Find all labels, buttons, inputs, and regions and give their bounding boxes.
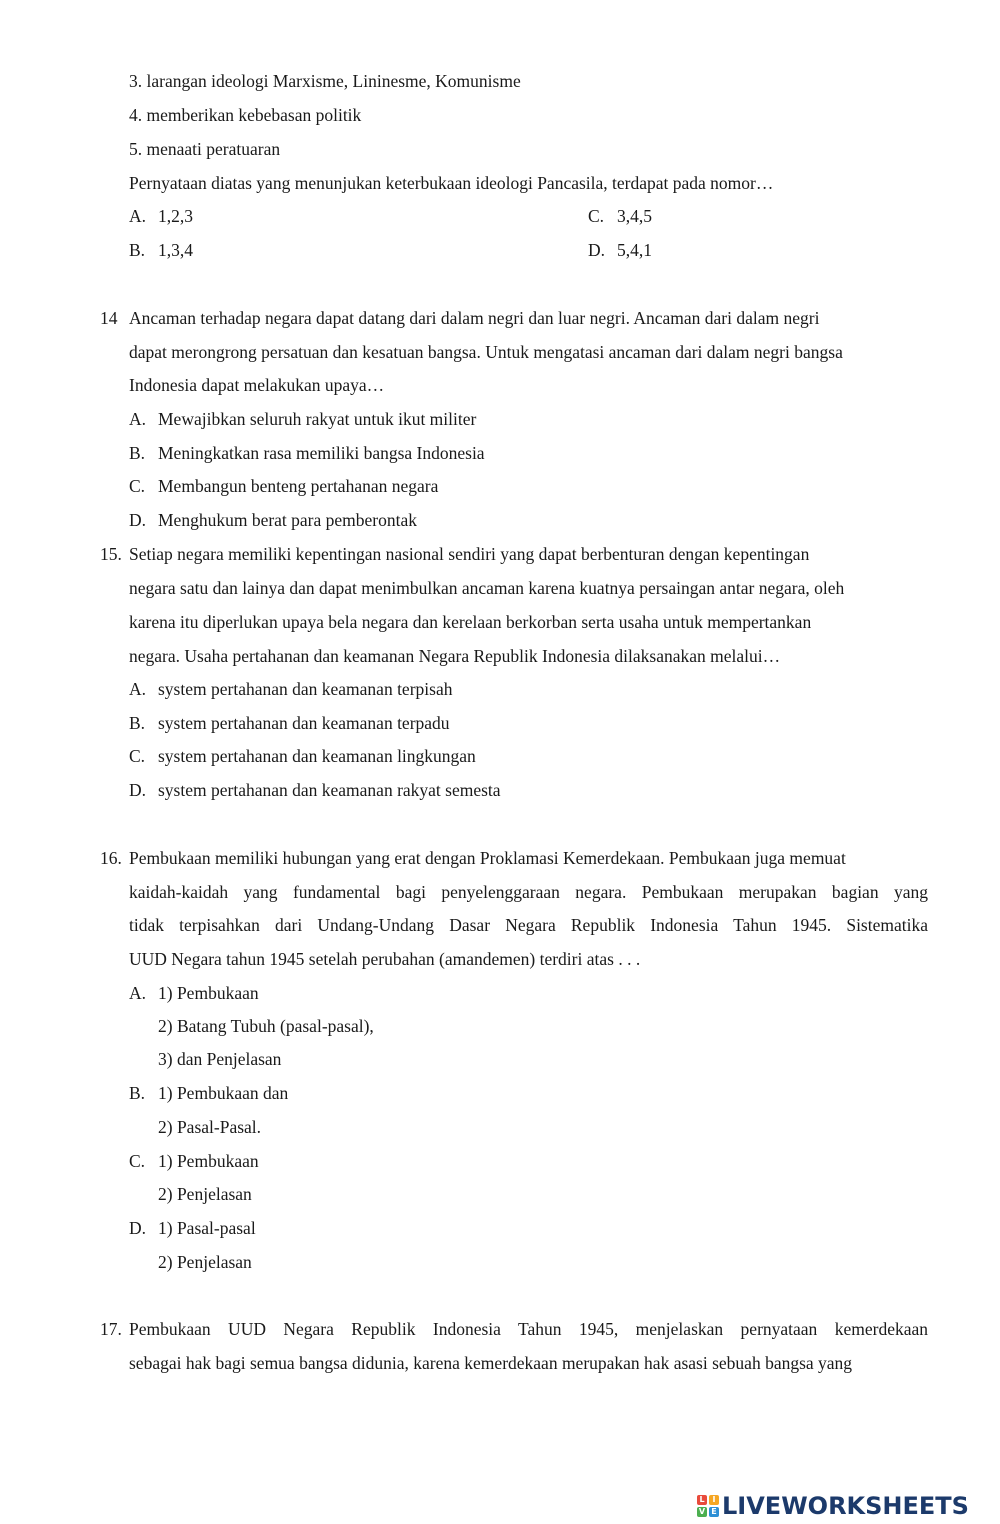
- option-text: 1) Pasal-pasal: [158, 1218, 256, 1238]
- q13-option-d[interactable]: [588, 239, 652, 261]
- q14-text-line-2: dapat merongrong persatuan dan kesatuan bangsa. Untuk mengatasi ancaman dari dalam negri bangsa: [129, 342, 843, 362]
- q16-number: 16.: [100, 848, 122, 868]
- option-text: system pertahanan dan keamanan terpadu: [158, 713, 450, 733]
- option-label: B.: [129, 443, 146, 463]
- logo-mark-letter: I: [709, 1495, 719, 1505]
- q14-option-c[interactable]: [129, 475, 438, 497]
- option-text: 1) Pembukaan: [158, 983, 259, 1003]
- option-text: Menghukum berat para pemberontak: [158, 510, 418, 530]
- q15-text-line-1: Setiap negara memiliki kepentingan nasional sendiri yang dapat berbenturan dengan kepentingan: [129, 544, 810, 564]
- q13-item-4: 4. memberikan kebebasan politik: [129, 105, 362, 125]
- option-label: C.: [129, 746, 146, 766]
- logo-mark-letter: V: [698, 1507, 706, 1516]
- option-label: D.: [588, 240, 606, 260]
- q15-option-b[interactable]: [129, 712, 450, 734]
- q15-text-line-4: negara. Usaha pertahanan dan keamanan Negara Republik Indonesia dilaksanakan melalui…: [129, 646, 781, 666]
- liveworksheets-logo-text: LIVEWORKSHEETS: [722, 1492, 969, 1520]
- q13-option-c[interactable]: [588, 205, 652, 227]
- q16-option-a-line-3: 3) dan Penjelasan: [158, 1049, 282, 1069]
- q15-option-d[interactable]: [129, 779, 501, 801]
- option-text: 1,2,3: [158, 206, 193, 226]
- q17-number: 17.: [100, 1319, 122, 1339]
- q16-text-line-4: UUD Negara tahun 1945 setelah perubahan (amandemen) terdiri atas . . .: [129, 949, 641, 969]
- q16-option-c-line-2: 2) Penjelasan: [158, 1184, 252, 1204]
- q16-text-line-3: tidak terpisahkan dari Undang-Undang Dasar Negara Republik Indonesia Tahun 1945. Sistematika: [129, 915, 928, 935]
- option-text: Mewajibkan seluruh rakyat untuk ikut militer: [158, 409, 477, 429]
- option-label: B.: [129, 240, 146, 260]
- option-label: D.: [129, 510, 147, 530]
- option-label: C.: [129, 1151, 146, 1171]
- q16-text-line-2: kaidah-kaidah yang fundamental bagi penyelenggaraan negara. Pembukaan merupakan bagian yang: [129, 882, 928, 902]
- q14-option-b[interactable]: [129, 442, 485, 464]
- q13-question: Pernyataan diatas yang menunjukan keterbukaan ideologi Pancasila, terdapat pada nomor…: [129, 173, 774, 193]
- option-text: Membangun benteng pertahanan negara: [158, 476, 439, 496]
- option-text: system pertahanan dan keamanan rakyat semesta: [158, 780, 501, 800]
- q14-option-a[interactable]: [129, 408, 476, 430]
- option-label: B.: [129, 1083, 146, 1103]
- option-text: 1) Pembukaan dan: [158, 1083, 289, 1103]
- option-text: 3,4,5: [617, 206, 652, 226]
- q16-option-b-line-2: 2) Pasal-Pasal.: [158, 1117, 262, 1137]
- q16-option-a-line-2: 2) Batang Tubuh (pasal-pasal),: [158, 1016, 374, 1036]
- option-text: system pertahanan dan keamanan terpisah: [158, 679, 453, 699]
- option-label: A.: [129, 206, 147, 226]
- option-label: B.: [129, 713, 146, 733]
- q16-option-d[interactable]: [129, 1217, 256, 1239]
- q15-option-a[interactable]: [129, 678, 452, 700]
- option-label: A.: [129, 409, 147, 429]
- q16-option-a[interactable]: [129, 982, 259, 1004]
- q17-text-line-2: sebagai hak bagi semua bangsa didunia, karena kemerdekaan merupakan hak asasi sebuah bangsa yang: [129, 1353, 853, 1373]
- q16-option-c[interactable]: [129, 1150, 259, 1172]
- q14-option-d[interactable]: [129, 509, 417, 531]
- option-text: Meningkatkan rasa memiliki bangsa Indonesia: [158, 443, 485, 463]
- option-text: 1) Pembukaan: [158, 1151, 259, 1171]
- q13-option-b[interactable]: [129, 239, 193, 261]
- q15-text-line-3: karena itu diperlukan upaya bela negara dan kerelaan berkorban serta usaha untuk mempertankan: [129, 612, 812, 632]
- option-label: D.: [129, 1218, 147, 1238]
- logo-mark-letter: E: [709, 1507, 719, 1517]
- q17-text-line-1: Pembukaan UUD Negara Republik Indonesia Tahun 1945, menjelaskan pernyataan kemerdekaan: [129, 1319, 928, 1339]
- q14-text-line-3: Indonesia dapat melakukan upaya…: [129, 375, 385, 395]
- q15-option-c[interactable]: [129, 745, 476, 767]
- q13-item-5: 5. menaati peratuaran: [129, 139, 281, 159]
- option-text: 5,4,1: [617, 240, 652, 260]
- q13-option-a[interactable]: [129, 205, 193, 227]
- liveworksheets-mark-icon: [697, 1495, 719, 1517]
- option-text: 1,3,4: [158, 240, 193, 260]
- option-label: D.: [129, 780, 147, 800]
- q13-item-3: 3. larangan ideologi Marxisme, Lininesme, Komunisme: [129, 71, 521, 91]
- q15-number: 15.: [100, 544, 122, 564]
- logo-mark-letter: L: [697, 1495, 707, 1505]
- q16-option-d-line-2: 2) Penjelasan: [158, 1252, 252, 1272]
- liveworksheets-logo: [697, 1491, 969, 1521]
- option-text: system pertahanan dan keamanan lingkungan: [158, 746, 476, 766]
- option-label: C.: [129, 476, 146, 496]
- q14-text-line-1: Ancaman terhadap negara dapat datang dari dalam negri dan luar negri. Ancaman dari dalam negri: [129, 308, 820, 328]
- q14-number: 14: [100, 308, 118, 328]
- option-label: C.: [588, 206, 605, 226]
- option-label: A.: [129, 983, 147, 1003]
- q15-text-line-2: negara satu dan lainya dan dapat menimbulkan ancaman karena kuatnya persaingan antar negara, oleh: [129, 578, 845, 598]
- q16-option-b[interactable]: [129, 1082, 288, 1104]
- option-label: A.: [129, 679, 147, 699]
- q16-text-line-1: Pembukaan memiliki hubungan yang erat dengan Proklamasi Kemerdekaan. Pembukaan juga memuat: [129, 848, 846, 868]
